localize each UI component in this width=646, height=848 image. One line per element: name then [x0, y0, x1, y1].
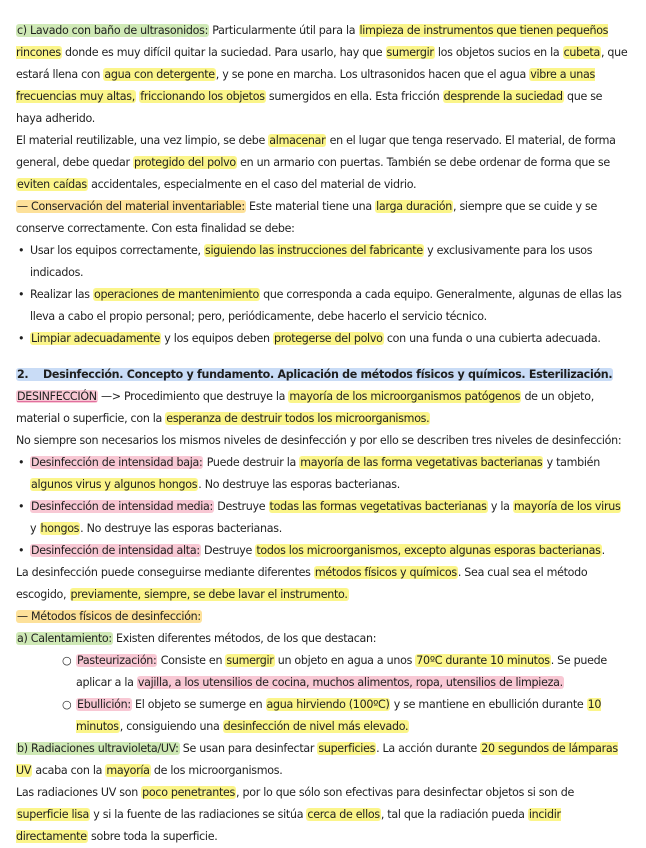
highlight: larga duración [376, 200, 452, 213]
text-run: . Se puede aplicar a la [76, 654, 607, 689]
section-title [43, 368, 612, 381]
highlight: cerca de ellos [307, 808, 380, 821]
text-run: El objeto se sumerge en [131, 698, 266, 711]
highlight: mayoría de los microorganismos patógenos [289, 390, 521, 403]
highlight: sumergir [386, 46, 434, 59]
list-item [16, 540, 628, 562]
highlight: todas las formas vegetativas bacterianas [269, 500, 487, 513]
circle-bullet-icon: ○ [62, 654, 72, 667]
text-run: , por lo que sólo son efectivas para desinfectar objetos si son de [236, 786, 574, 799]
subheading-physical-methods [16, 606, 628, 628]
highlight: vajilla, a los utensilios de cocina, muchos alimentos, ropa, utensilios de limpieza. [137, 676, 563, 689]
text-run: los objetos sucios en la [434, 46, 563, 59]
highlight: mayoría [106, 764, 150, 777]
paragraph-methods [16, 562, 628, 606]
highlight: sumergir [226, 654, 274, 667]
text-run: que corresponda a cada equipo. Generalmente, algunas de ellas las lleva a cabo el propio personal; pero, periódicamente, debe hacerlo el servicio técnico. [30, 288, 622, 323]
list-item-text [30, 456, 600, 491]
text-run: un objeto en agua a unos [274, 654, 416, 667]
highlight: Limpiar adecuadamente [31, 332, 161, 345]
highlight: siguiendo las instrucciones del fabricante [205, 244, 423, 257]
text-run: , que estará llena con [16, 46, 628, 81]
list-item-text [30, 544, 605, 557]
highlight: limpieza de instrumentos que tienen pequeños rincones [16, 24, 609, 59]
list-item-text [76, 654, 607, 689]
section-number: 2. [17, 368, 29, 381]
section-heading [16, 364, 628, 386]
highlight: vibre a unas frecuencias muy altas, [16, 68, 595, 103]
text-run: , siempre que se cuide y se conserve correctamente. Con esta finalidad se debe: [16, 200, 598, 235]
text-run: y la [487, 500, 513, 513]
bullet-icon: • [18, 544, 25, 557]
text-run: de un objeto, material o superficie, con la [16, 390, 594, 425]
text-run: Destruye [214, 500, 269, 513]
text-run: Realizar las [30, 288, 93, 301]
text-run: . [601, 544, 605, 557]
list-item-text [30, 500, 621, 535]
highlight: hongos [40, 522, 80, 535]
text-run: de los microorganismos. [150, 764, 283, 777]
list-item-text [30, 332, 601, 345]
text-run: Destruye [200, 544, 256, 557]
section-spacer [16, 350, 628, 364]
text-run: . No destruye las esporas bacterianas. [80, 522, 282, 535]
text-run: accidentales, especialmente en el caso del material de vidrio. [87, 178, 417, 191]
text-run: en el lugar que tenga reservado. El material, de forma general, debe quedar [16, 134, 616, 169]
text-run: Consiste en [157, 654, 226, 667]
highlight: previamente, siempre, se debe lavar el instrumento. [70, 588, 348, 601]
text-run: No siempre son necesarios los mismos niveles de desinfección y por ello se describen tres niveles de desinfección: [16, 434, 622, 447]
highlight: incidir directamente [16, 808, 561, 843]
paragraph-storage [16, 130, 628, 196]
highlight: almacenar [269, 134, 326, 147]
text-run: y también [543, 456, 600, 469]
highlight: c) Lavado con baño de ultrasonidos: [17, 24, 209, 37]
bullet-icon: • [18, 244, 25, 257]
highlight: superficie lisa [17, 808, 90, 821]
highlight: desprende la suciedad [443, 90, 563, 103]
text-run: sumergidos en ella. Esta fricción [265, 90, 443, 103]
text-run: . Sea cual sea el método escogido, [16, 566, 588, 601]
highlight: agua con detergente [104, 68, 215, 81]
text-run: El material reutilizable, una vez limpio, se debe [16, 134, 269, 147]
text-run: y si la fuente de las radiaciones se sitúa [90, 808, 307, 821]
bullet-icon: • [18, 332, 25, 345]
paragraph-heating [16, 628, 628, 650]
highlight: protegerse del polvo [273, 332, 383, 345]
highlight: agua hirviendo (100ºC) [266, 698, 390, 711]
list-item [16, 496, 628, 540]
text-run: Puede destruir la [203, 456, 300, 469]
list-item-text [30, 288, 622, 323]
highlight: b) Radiaciones ultravioleta/UV: [17, 742, 179, 755]
text-run: , tal que la radiación pueda [380, 808, 528, 821]
text-run: Se usan para desinfectar [179, 742, 318, 755]
text-run: . No destruye las esporas bacterianas. [198, 478, 401, 491]
sub-list-item [16, 694, 628, 738]
text-run: acaba con la [32, 764, 106, 777]
text-run: Particularmente útil para la [209, 24, 359, 37]
paragraph-levels-intro [16, 430, 628, 452]
text-run: donde es muy difícil quitar la suciedad. Para usarlo, hay que [61, 46, 386, 59]
highlight: eviten caídas [17, 178, 87, 191]
highlight: a) Calentamiento: [17, 632, 112, 645]
highlight: Ebullición: [77, 698, 131, 711]
text-run: en un armario con puertas. También se debe ordenar de forma que se [236, 156, 610, 169]
text-run: —> Procedimiento que destruye la [97, 390, 289, 403]
highlight: todos los microorganismos, excepto algunas esporas bacterianas [256, 544, 601, 557]
text-run: Las radiaciones UV son [16, 786, 142, 799]
highlight: Pasteurización: [77, 654, 157, 667]
highlight: cubeta [563, 46, 600, 59]
text-run: Existen diferentes métodos, de los que destacan: [112, 632, 377, 645]
paragraph-ultrasonic-cleaning [16, 20, 628, 130]
paragraph-uv-radiation [16, 738, 628, 782]
highlight: Desinfección de intensidad media: [31, 500, 213, 513]
highlight: — Conservación del material inventariable: [17, 200, 245, 213]
highlight: friccionando los objetos [140, 90, 265, 103]
paragraph-uv-penetration [16, 782, 628, 848]
highlight: esperanza de destruir todos los microorganismos. [166, 412, 430, 425]
text-run: y exclusivamente para los usos indicados. [30, 244, 593, 279]
highlight: protegido del polvo [134, 156, 236, 169]
text-run: , consiguiendo una [119, 720, 223, 733]
highlight: poco penetrantes [142, 786, 236, 799]
highlight: operaciones de mantenimiento [94, 288, 259, 301]
text-run: Desinfección. Concepto y fundamento. Aplicación de métodos físicos y químicos. Esterilización. [43, 368, 613, 381]
text-run: La desinfección puede conseguirse mediante diferentes [16, 566, 314, 579]
paragraph-inventory-conservation [16, 196, 628, 240]
list-item [16, 240, 628, 284]
text-run: Usar los equipos correctamente, [30, 244, 205, 257]
list-item-text [76, 698, 601, 733]
text-run: que se haya adherido. [16, 90, 603, 125]
highlight: DESINFECCIÓN [17, 390, 97, 403]
text-run: . La acción durante [376, 742, 481, 755]
bullet-icon: • [18, 456, 25, 469]
list-item [16, 452, 628, 496]
highlight: superficies [318, 742, 376, 755]
bullet-icon: • [18, 288, 25, 301]
highlight: 20 segundos de lámparas UV [16, 742, 618, 777]
text-run: y [30, 522, 40, 535]
sub-list-item [16, 650, 628, 694]
text-run: sobre toda la superficie. [87, 830, 218, 843]
list-item [16, 328, 628, 350]
text-run: con una funda o una cubierta adecuada. [383, 332, 601, 345]
text-run: y los equipos deben [161, 332, 273, 345]
highlight: — Métodos físicos de desinfección: [17, 610, 201, 623]
highlight: Desinfección de intensidad baja: [31, 456, 203, 469]
highlight: 70ºC durante 10 minutos [416, 654, 550, 667]
text-run: Este material tiene una [245, 200, 376, 213]
highlight: Desinfección de intensidad alta: [31, 544, 200, 557]
paragraph-definition [16, 386, 628, 430]
text-run: y se mantiene en ebullición durante [390, 698, 587, 711]
highlight: desinfección de nivel más elevado. [223, 720, 409, 733]
highlight: mayoría de los virus [513, 500, 621, 513]
highlight: algunos virus y algunos hongos [31, 478, 198, 491]
highlight: mayoría de las forma vegetativas bacterianas [300, 456, 543, 469]
circle-bullet-icon: ○ [62, 698, 72, 711]
highlight: métodos físicos y químicos [314, 566, 457, 579]
list-item-text [30, 244, 592, 279]
list-item [16, 284, 628, 328]
bullet-icon: • [18, 500, 25, 513]
text-run: , y se pone en marcha. Los ultrasonidos hacen que el agua [215, 68, 530, 81]
highlight: 10 minutos [76, 698, 602, 733]
